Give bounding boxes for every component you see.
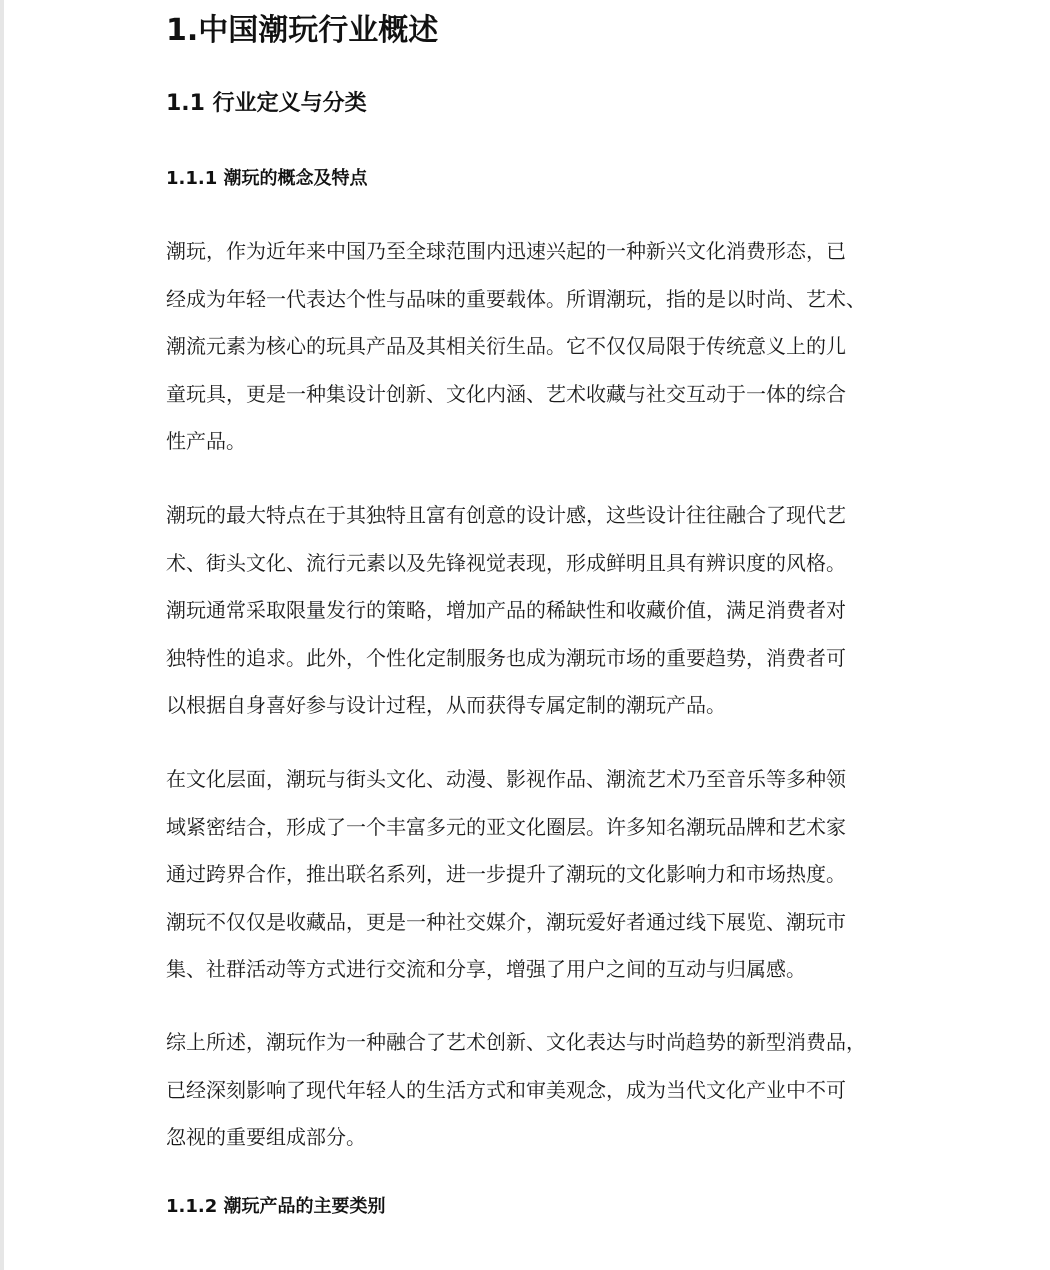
paragraph-line: 综上所述，潮玩作为一种融合了艺术创新、文化表达与时尚趋势的新型消费品， xyxy=(166,1030,866,1054)
paragraph-line: 潮玩，作为近年来中国乃至全球范围内迅速兴起的一种新兴文化消费形态，已 xyxy=(166,239,846,263)
paragraph-line: 域紧密结合，形成了一个丰富多元的亚文化圈层。许多知名潮玩品牌和艺术家 xyxy=(166,814,846,839)
subsection-title-concept: 1.1.1 潮玩的概念及特点 xyxy=(166,168,368,189)
paragraph-summary xyxy=(166,1019,896,1162)
paragraph-line: 潮玩不仅仅是收藏品，更是一种社交媒介，潮玩爱好者通过线下展览、潮玩市 xyxy=(166,909,846,934)
chapter-title: 1.中国潮玩行业概述 xyxy=(166,13,439,48)
paragraph-line: 潮流元素为核心的玩具产品及其相关衍生品。它不仅仅局限于传统意义上的儿 xyxy=(166,334,846,358)
paragraph-line: 性产品。 xyxy=(166,429,246,453)
paragraph-line: 集、社群活动等方式进行交流和分享，增强了用户之间的互动与归属感。 xyxy=(166,957,806,981)
paragraph-line: 经成为年轻一代表达个性与品味的重要载体。所谓潮玩，指的是以时尚、艺术、 xyxy=(166,286,866,311)
section-title: 1.1 行业定义与分类 xyxy=(166,91,367,116)
paragraph-line: 通过跨界合作，推出联名系列，进一步提升了潮玩的文化影响力和市场热度。 xyxy=(166,862,846,886)
paragraph-line: 术、街头文化、流行元素以及先锋视觉表现，形成鲜明且具有辨识度的风格。 xyxy=(166,550,846,575)
paragraph-line: 潮玩的最大特点在于其独特且富有创意的设计感，这些设计往往融合了现代艺 xyxy=(166,503,846,527)
paragraph-concept xyxy=(166,228,896,466)
subsection-title-categories: 1.1.2 潮玩产品的主要类别 xyxy=(166,1196,386,1217)
paragraph-line: 以根据自身喜好参与设计过程，从而获得专属定制的潮玩产品。 xyxy=(166,693,726,717)
paragraph-line: 潮玩通常采取限量发行的策略，增加产品的稀缺性和收藏价值，满足消费者对 xyxy=(166,598,846,622)
paragraph-features xyxy=(166,492,896,730)
paragraph-culture xyxy=(166,756,896,994)
paragraph-line: 忽视的重要组成部分。 xyxy=(166,1125,366,1149)
paragraph-line: 在文化层面，潮玩与街头文化、动漫、影视作品、潮流艺术乃至音乐等多种领 xyxy=(166,767,846,791)
paragraph-line: 童玩具，更是一种集设计创新、文化内涵、艺术收藏与社交互动于一体的综合 xyxy=(166,381,846,406)
page-left-edge xyxy=(0,0,4,1270)
paragraph-line: 独特性的追求。此外，个性化定制服务也成为潮玩市场的重要趋势，消费者可 xyxy=(166,645,846,670)
paragraph-line: 已经深刻影响了现代年轻人的生活方式和审美观念，成为当代文化产业中不可 xyxy=(166,1077,846,1102)
